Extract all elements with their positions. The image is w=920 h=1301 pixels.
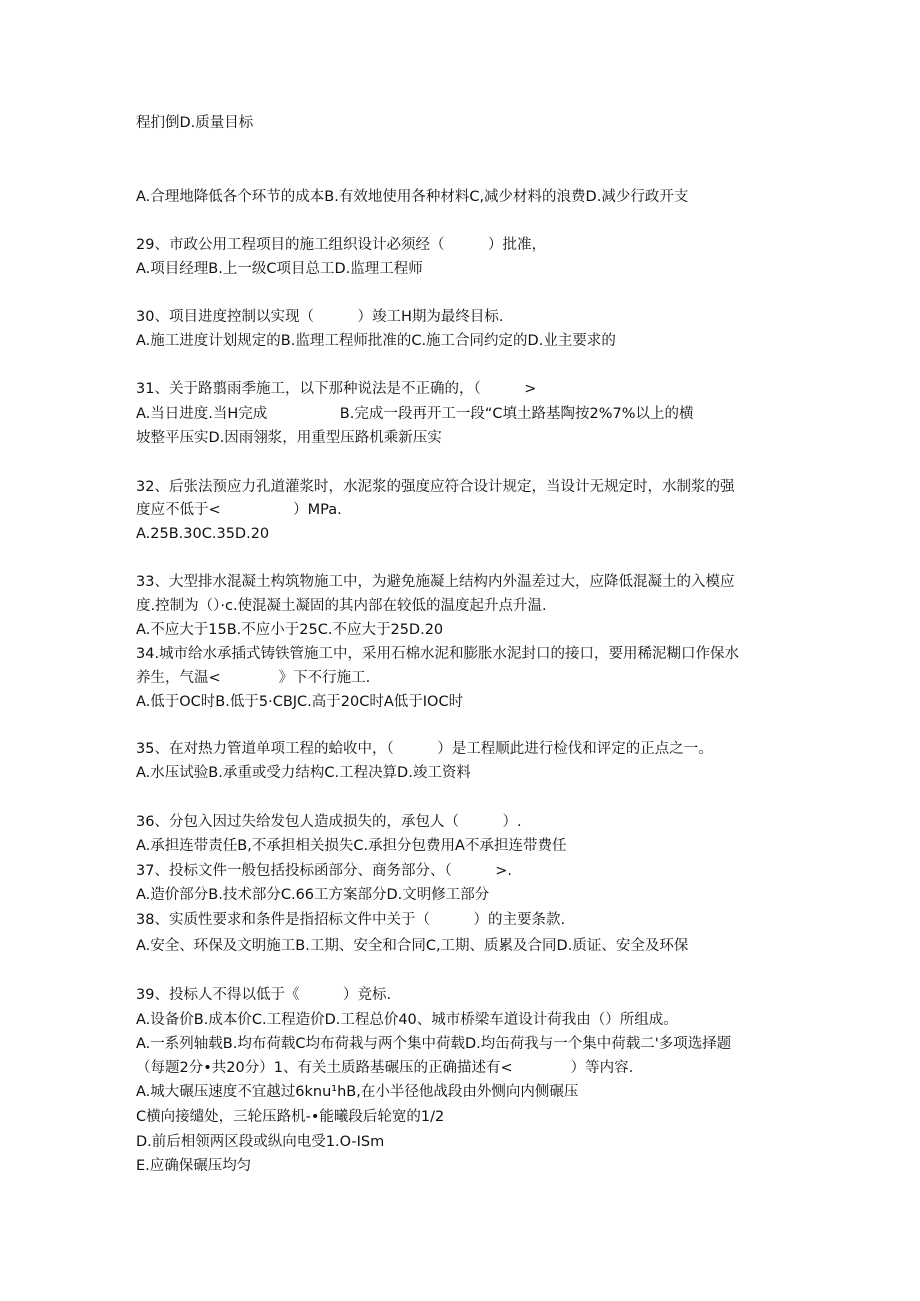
options-31-line-2: 坡整平压实D.因雨翎浆，用重型压路机乘新压实 (136, 430, 442, 446)
question-35: 35、在对热力管道单项工程的蛤收中，（ ）是工程顺此进行检伐和评定的正点之一。 (136, 741, 713, 757)
question-38: 38、实质性要求和条件是指招标文件中关于（ ）的主要条款. (136, 912, 566, 928)
options-31-line-1: A.当日进度.当H完成 B.完成一段再开工一段“C填土路基陶按2%7%以上的横 (136, 406, 694, 422)
question-36: 36、分包入因过失给发包人造成损失的，承包人（ ）. (136, 814, 522, 830)
question-30: 30、项目进度控制以实现（ ）竣工H期为最终目标. (136, 309, 504, 325)
section-scoring-question-1: （每题2分•共20分）1、有关土质路基碾压的正确描述有< ）等内容. (136, 1060, 634, 1076)
question-33-line-2: 度.控制为（）·c.使混凝土凝固的其内部在较低的温度起升点升温. (136, 598, 547, 614)
options-36: A.承担连带责任B,不承担相关损失C.承担分包费用A不承担连带费任 (136, 838, 567, 854)
question-32-line-2: 度应不低于< ）MPa. (136, 502, 342, 518)
question-31: 31、关于路翦雨季施工，以下那种说法是不正确的，（ > (136, 381, 537, 397)
options-35: A.水压试验B.承重或受力结构C.工程决算D.竣工资料 (136, 765, 471, 781)
text-line-1: 程扪倒D.质量目标 (136, 115, 254, 131)
options-34: A.低于OC时B.低于5·CBJC.高于20C时A低于IOC时 (136, 694, 464, 710)
question-29: 29、市政公用工程项目的施工组织设计必须经（ ）批准， (136, 237, 546, 253)
question-34-line-1: 34.城市给水承插式铸铁管施工中，采用石棉水泥和膨胀水泥封口的接口，要用稀泥糊口作保水 (136, 646, 740, 662)
options-40-section-heading: A.一系列轴载B.均布荷载C均布荷栽与两个集中荷载D.均缶荷我与一个集中荷载二'多项选择题 (136, 1036, 732, 1052)
options-30: A.施工进度计划规定的B.监理工程师批准的C.施工合同约定的D.业主要求的 (136, 333, 616, 349)
options-33: A.不应大于15B.不应小于25C.不应大于25D.20 (136, 622, 444, 638)
option-d: D.前后相领两区段或纵向电受1.O-ISm (136, 1134, 385, 1150)
options-32: A.25B.30C.35D.20 (136, 526, 270, 542)
options-39-question-40: A.设备价B.成本价C.工程造价D.工程总价40、城市桥梁车道设计荷我由（）所组成。 (136, 1012, 678, 1028)
question-32-line-1: 32、后张法预应力孔道灌浆时，水泥浆的强度应符合设计规定，当设计无规定时，水制浆的强 (136, 479, 735, 495)
question-39: 39、投标人不得以低于《 ）竞标. (136, 987, 392, 1003)
question-33-line-1: 33、大型排水混凝土构筑物施工中，为避免施凝上结构内外温差过大，应降低混凝土的入模应 (136, 574, 735, 590)
question-34-line-2: 养生，气温< 》下不行施工. (136, 670, 371, 686)
options-38: A.安全、环保及文明施工B.工期、安全和合同C,工期、质累及合同D.质证、安全及环保 (136, 938, 689, 954)
options-29: A.项目经理B.上一级C项目总工D.监理工程师 (136, 261, 423, 277)
question-37: 37、投标文件一般包括投标函部分、商务部分、（ >. (136, 863, 512, 879)
option-c: C横向接缱处，三轮压路机-•能曦段后轮宽的1/2 (136, 1109, 445, 1125)
text-line-2: A.合理地降低各个环节的成本B.有效地使用各种材料C,减少材料的浪费D.减少行政开支 (136, 189, 689, 205)
options-37: A.造价部分B.技术部分C.66工方案部分D.文明修工部分 (136, 887, 490, 903)
option-a: A.城大碾压速度不宜越过6knu¹hB,在小半径他战段由外恻向内侧碾压 (136, 1084, 579, 1100)
option-e: E.应确保碾压均匀 (136, 1158, 252, 1174)
